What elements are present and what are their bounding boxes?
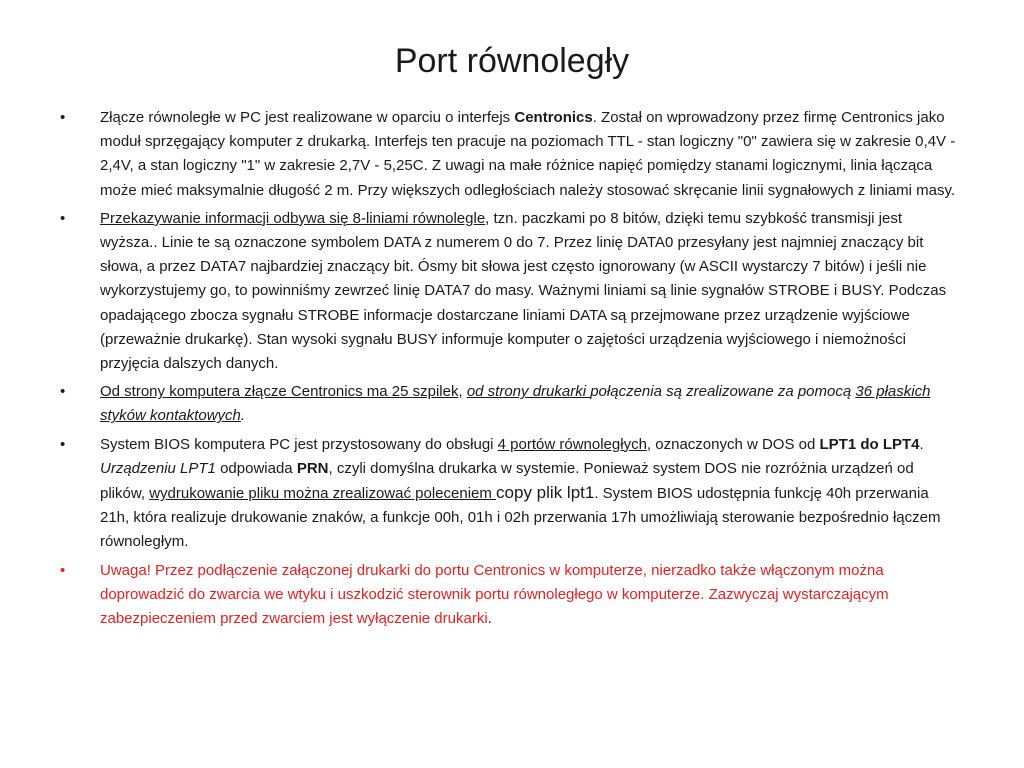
- bullet-list: [60, 106, 960, 635]
- underlined-italic-text: od strony drukarki: [466, 383, 591, 401]
- bullet-text: System BIOS komputera PC jest przystosowany do obsługi: [100, 435, 498, 453]
- bullet-text: odpowiada: [215, 459, 297, 477]
- bold-text: LPT1 do LPT4: [819, 435, 920, 453]
- bullet-text: , tzn. paczkami po 8 bitów, dzięki temu szybkość transmisji jest wyższa.. Linie te są oznaczone symbolem DATA z numerem 0 do 7. Przez linię DATA0 przesyłany jest najmniej znaczący bit słowa, a przez DATA7 najbardziej znaczący bit. Ósmy bit słowa jest często ignorowany (w ASCII wystarczy 7 bitów) i jeśli nie wykorzystujemy go, to powinniśmy zewrzeć linię DATA7 do masy. Ważnymi liniami są linie sygnałów STROBE i BUSY. Podczas opadającego zbocza sygnału STROBE informacje dostarczane liniami DATA są przejmowane przez urządzenie wyjściowe (przeważnie drukarkę). Stan wysoki sygnału BUSY informuje komputer o zajętości urządzenia wyjściowego i niemożności przyjęcia dalszych danych.: [100, 209, 947, 373]
- underlined-text: 4 portów równoległych: [497, 435, 647, 453]
- bullet-text: .: [919, 435, 924, 453]
- bullet-text: ,: [458, 383, 467, 401]
- bullet-text: . System BIOS udostępnia funkcję 40h przerwania 21h, która realizuje drukowanie znaków, a funkcje 00h, 01h i 02h przerwania 17h umożliwiają sterowanie bezpośrednio łączem równoległym.: [100, 485, 941, 551]
- bullet-text: , oznaczonych w DOS od: [646, 435, 820, 453]
- bullet-dot-icon: •: [60, 435, 66, 453]
- bullet-item-bios: [60, 433, 960, 555]
- italic-text: Urządzeniu LPT1: [100, 459, 216, 477]
- bullet-text: , czyli domyślna drukarka w systemie. Ponieważ system DOS nie rozróżnia urządzeń od plików,: [100, 459, 914, 503]
- bold-text: Centronics: [514, 109, 593, 126]
- bullet-item-warning: [60, 559, 960, 632]
- command-text: copy plik lpt1: [496, 483, 595, 503]
- warning-text: Uwaga! Przez podłączenie załączonej drukarki do portu Centronics w komputerze, nierzadko także włączonym można doprowadzić do zwarcia we wtyku i uszkodzić sterownik portu równoległego w komputerze. Zazwyczaj wystarczającym zabezpieczeniem przed zwarciem jest wyłączenie drukarki: [100, 561, 889, 628]
- bullet-item-connector: [60, 380, 960, 428]
- underlined-italic-text: 36 płaskich styków kontaktowych: [100, 383, 931, 425]
- bullet-dot-icon: •: [60, 209, 66, 227]
- bullet-text: . Został on wprowadzony przez firmę Centronics jako moduł sprzęgający komputer z drukarką. Interfejs ten pracuje na poziomach TTL - stan logiczny "0" zawiera się w zakresie 0,4V - 2,4V, a stan logiczny "1" w zakresie 2,7V - 5,25C. Z uwagi na małe różnice napięć pomiędzy stanami logicznymi, linia łącząca może mieć maksymalnie długość 2 m. Przy większych odległościach należy stosować skręcanie linii sygnałowych z liniami masy.: [100, 109, 956, 199]
- bullet-dot-icon: •: [60, 561, 66, 579]
- underlined-text: Przekazywanie informacji odbywa się 8-liniami równolegle: [100, 209, 486, 227]
- bullet-text: Złącze równoległe w PC jest realizowane w oparciu o interfejs: [100, 109, 515, 126]
- bold-text: PRN: [296, 459, 329, 477]
- bullet-item-transmission: [60, 207, 960, 376]
- bullet-item-centronics: [60, 106, 960, 203]
- underlined-text: Od strony komputera złącze Centronics ma 25 szpilek: [100, 383, 459, 401]
- bullet-dot-icon: •: [60, 383, 66, 401]
- slide-title: Port równoległy: [394, 42, 630, 80]
- bullet-dot-icon: •: [60, 109, 66, 126]
- italic-text: połączenia są zrealizowane za pomocą: [590, 383, 856, 401]
- italic-text: .: [240, 407, 246, 425]
- bullet-text: .: [487, 610, 492, 628]
- underlined-text: wydrukowanie pliku można zrealizować poleceniem: [149, 485, 497, 503]
